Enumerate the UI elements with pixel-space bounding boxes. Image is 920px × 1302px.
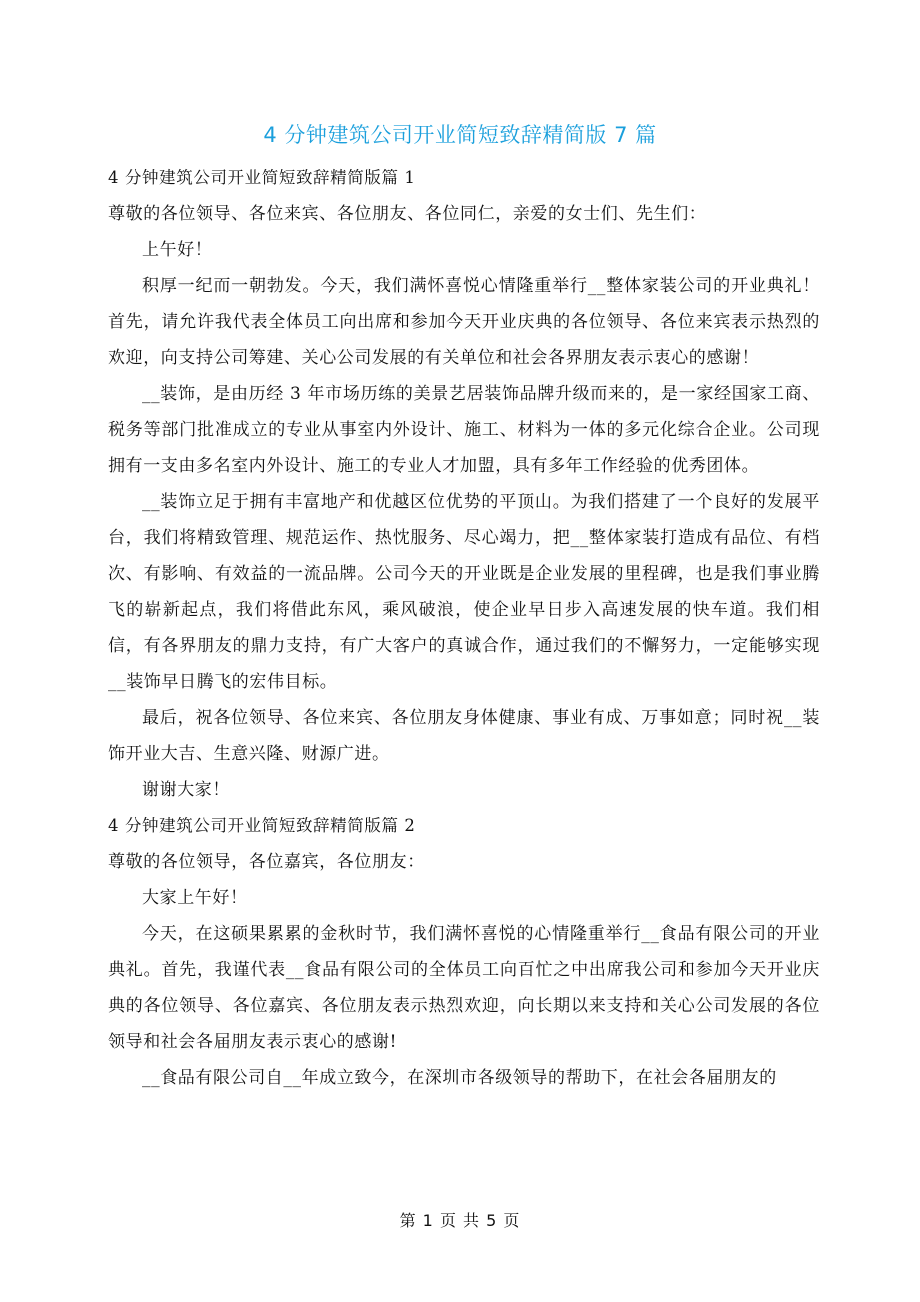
body-paragraph: 积厚一纪而一朝勃发。今天，我们满怀喜悦心情隆重举行__整体家装公司的开业典礼！首先，请允许我代表全体员工向出席和参加今天开业庆典的各位领导、各位来宾表示热烈的欢迎，向支持公司筹建、关心公司发展的有关单位和社会各界朋友表示衷心的感谢！ bbox=[108, 276, 820, 368]
document-body bbox=[108, 160, 820, 1096]
body-paragraph: __装饰，是由历经 3 年市场历练的美景艺居装饰品牌升级而来的，是一家经国家工商、税务等部门批准成立的专业从事室内外设计、施工、材料为一体的多元化综合企业。公司现拥有一支由多名室内外设计、施工的专业人才加盟，具有多年工作经验的优秀团体。 bbox=[108, 384, 820, 476]
greeting: 上午好！ bbox=[142, 240, 213, 260]
salutation: 尊敬的各位领导、各位来宾、各位朋友、各位同仁，亲爱的女士们、先生们： bbox=[108, 204, 707, 224]
document-title: 4 分钟建筑公司开业简短致辞精简版 7 篇 bbox=[263, 123, 657, 147]
body-paragraph: 今天，在这硕果累累的金秋时节，我们满怀喜悦的心情隆重举行__食品有限公司的开业典礼。首先，我谨代表__食品有限公司的全体员工向百忙之中出席我公司和参加今天开业庆典的各位领导、各位嘉宾、各位朋友表示热烈欢迎，向长期以来支持和关心公司发展的各位领导和社会各届朋友表示衷心的感谢! bbox=[108, 924, 820, 1052]
greeting: 大家上午好！ bbox=[142, 888, 248, 908]
page-number-footer: 第 1 页 共 5 页 bbox=[399, 1211, 521, 1230]
section-heading-2: 4 分钟建筑公司开业简短致辞精简版篇 2 bbox=[108, 816, 416, 835]
closing-thanks: 谢谢大家！ bbox=[142, 780, 230, 800]
body-paragraph: __装饰立足于拥有丰富地产和优越区位优势的平顶山。为我们搭建了一个良好的发展平台，我们将精致管理、规范运作、热忱服务、尽心竭力，把__整体家装打造成有品位、有档次、有影响、有效益的一流品牌。公司今天的开业既是企业发展的里程碑，也是我们事业腾飞的崭新起点，我们将借此东风，乘风破浪，使企业早日步入高速发展的快车道。我们相信，有各界朋友的鼎力支持，有广大客户的真诚合作，通过我们的不懈努力，一定能够实现__装饰早日腾飞的宏伟目标。 bbox=[108, 492, 820, 692]
body-paragraph: 最后，祝各位领导、各位来宾、各位朋友身体健康、事业有成、万事如意；同时祝__装饰开业大吉、生意兴隆、财源广进。 bbox=[108, 708, 820, 764]
salutation: 尊敬的各位领导，各位嘉宾，各位朋友： bbox=[108, 852, 425, 872]
section-heading-1: 4 分钟建筑公司开业简短致辞精简版篇 1 bbox=[108, 168, 416, 187]
body-paragraph: __食品有限公司自__年成立致今，在深圳市各级领导的帮助下，在社会各届朋友的 bbox=[142, 1068, 777, 1088]
